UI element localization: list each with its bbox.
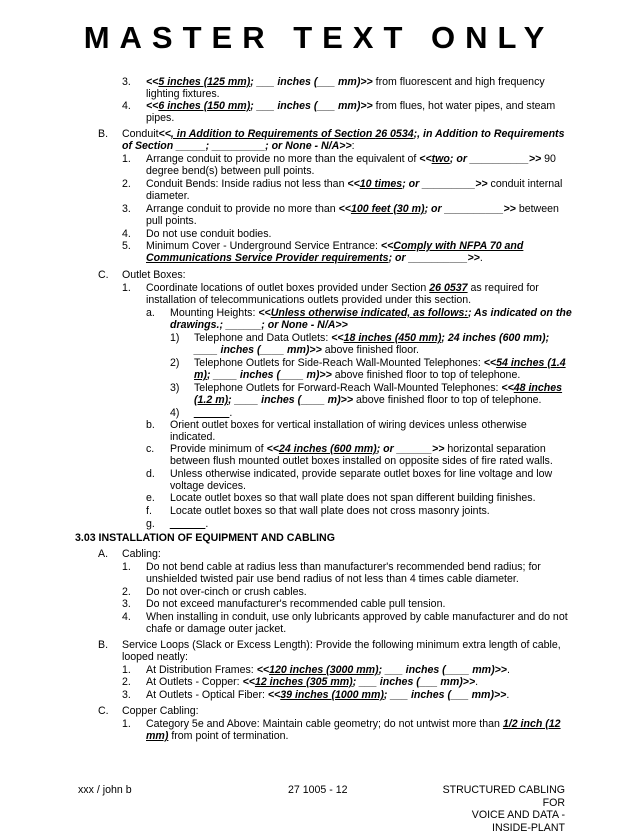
text-run: 1/2 inch (12 <box>503 718 561 730</box>
text-run: Arrange conduit to provide no more than <box>146 203 339 215</box>
text-run: ; As indicated on the <box>468 307 572 319</box>
text-line <box>146 505 152 517</box>
text-run: unshielded twisted pair use bend radius of not less than 4 times cable diameter. <box>146 573 519 585</box>
text-run: 6 inches (150 mm) <box>158 100 250 112</box>
text-run: Conduit Bends: Inside radius not less than <box>146 178 347 190</box>
text-line <box>146 468 155 480</box>
text-run: . <box>205 518 208 530</box>
text-run: ; or __________>> <box>450 153 541 165</box>
text-line <box>146 561 541 573</box>
text-run: Comply with NFPA 70 and <box>393 240 523 252</box>
text-line <box>122 561 131 573</box>
text-line <box>146 492 155 504</box>
text-run: 3. <box>122 689 131 701</box>
text-line <box>170 518 208 530</box>
text-run: : <box>352 140 355 152</box>
text-run: 24 inches (600 mm) <box>279 443 377 455</box>
text-run: a. <box>146 307 155 319</box>
text-run: << <box>243 676 255 688</box>
text-run: 4. <box>122 100 131 112</box>
text-run: << <box>146 100 158 112</box>
text-run: << <box>331 332 343 344</box>
text-line <box>146 611 568 623</box>
text-line <box>122 676 131 688</box>
text-line <box>146 203 559 215</box>
text-run: C. <box>98 705 109 717</box>
text-run: ; or ______>> <box>377 443 445 455</box>
text-line <box>194 394 541 406</box>
text-run: ______ <box>170 518 205 530</box>
text-run: 2. <box>122 586 131 598</box>
text-run: ; or __________>> <box>389 252 480 264</box>
page-title: MASTER TEXT ONLY <box>0 20 638 56</box>
text-run: << <box>501 382 513 394</box>
text-run: ;, in Addition to Requirements <box>414 128 565 140</box>
text-line <box>146 240 523 252</box>
text-run: 100 feet (30 m) <box>351 203 425 215</box>
text-run: Locate outlet boxes so that wall plate does not span different building finishes. <box>170 492 536 504</box>
text-run: 48 inches <box>514 382 562 394</box>
text-run: conduit internal <box>488 178 563 190</box>
text-line <box>146 153 556 165</box>
text-line <box>146 573 519 585</box>
text-run: Service Loops (Slack or Excess Length): Provide the following minimum extra length of cable, <box>122 639 561 651</box>
text-run: 2. <box>122 178 131 190</box>
text-run: ; or __________>> <box>425 203 516 215</box>
text-line <box>146 718 561 730</box>
footer-title-line: STRUCTURED CABLING FOR <box>420 784 565 809</box>
text-line <box>170 468 552 480</box>
text-run: 54 inches (1.4 <box>496 357 566 369</box>
text-run: 1. <box>122 153 131 165</box>
text-line <box>146 112 174 124</box>
text-run: above finished floor to top of telephone. <box>332 369 520 381</box>
text-run: << <box>381 240 393 252</box>
text-run: lighting fixtures. <box>146 88 220 100</box>
text-run: (1.2 m) <box>194 394 228 406</box>
text-line <box>146 165 314 177</box>
text-run: << <box>146 76 158 88</box>
text-run: . <box>229 407 232 419</box>
text-run: b. <box>146 419 155 431</box>
text-run: 1. <box>122 718 131 730</box>
text-run: . <box>480 252 483 264</box>
footer-title-line: INSIDE-PLANT <box>420 822 565 834</box>
text-run: 26 0537 <box>429 282 467 294</box>
text-run: e. <box>146 492 155 504</box>
text-line <box>98 128 108 140</box>
text-run: Communications Service Provider requirements <box>146 252 389 264</box>
text-run: Conduit <box>122 128 159 140</box>
text-run: Telephone and Data Outlets: <box>194 332 331 344</box>
text-line <box>170 455 553 467</box>
text-run: B. <box>98 128 108 140</box>
text-line <box>170 443 546 455</box>
text-run: Do not exceed manufacturer's recommended cable pull tension. <box>146 598 445 610</box>
text-line <box>146 178 562 190</box>
text-run: 90 <box>541 153 556 165</box>
text-line <box>122 664 131 676</box>
text-run: from point of termination. <box>168 730 288 742</box>
text-run: Do not over-cinch or crush cables. <box>146 586 307 598</box>
footer-author: xxx / john b <box>78 784 132 797</box>
text-line <box>170 492 536 504</box>
text-run: ____ inches (____ mm)>> <box>194 344 322 356</box>
text-run: of Section _____; _________; or None - N/A>> <box>122 140 352 152</box>
text-run: << <box>257 664 269 676</box>
text-line <box>146 228 271 240</box>
text-run: 3. <box>122 76 131 88</box>
text-line <box>194 369 520 381</box>
text-run: indicated. <box>170 431 215 443</box>
text-run: << <box>347 178 359 190</box>
text-line <box>146 190 190 202</box>
text-run: 1) <box>170 332 179 344</box>
text-run: Unless otherwise indicated, as follows: <box>271 307 468 319</box>
text-line <box>122 178 131 190</box>
text-line <box>146 689 509 701</box>
footer-section-title <box>420 784 565 834</box>
text-line <box>122 153 131 165</box>
footer-page-number: 27 1005 - 12 <box>288 784 348 797</box>
text-run: Minimum Cover - Underground Service Entrance: <box>146 240 381 252</box>
text-run: voltage devices. <box>170 480 246 492</box>
text-line <box>122 128 564 140</box>
section-heading-3-03: 3.03 INSTALLATION OF EQUIPMENT AND CABLING <box>75 532 335 544</box>
text-line <box>98 269 109 281</box>
text-run: diameter. <box>146 190 190 202</box>
text-run: << <box>159 128 171 140</box>
text-line <box>146 76 545 88</box>
text-line <box>122 586 131 598</box>
text-run: 2. <box>122 676 131 688</box>
text-run: 5. <box>122 240 131 252</box>
text-line <box>170 307 572 319</box>
text-run: ; ___ inches (___ mm)>> <box>384 689 506 701</box>
text-line <box>146 730 289 742</box>
text-line <box>122 705 199 717</box>
text-line <box>98 548 108 560</box>
text-run: << <box>267 443 279 455</box>
text-run: 4. <box>122 611 131 623</box>
text-line <box>122 203 131 215</box>
text-run: At Outlets - Copper: <box>146 676 243 688</box>
text-run: 2) <box>170 357 179 369</box>
text-line <box>170 382 179 394</box>
text-line <box>146 518 155 530</box>
text-line <box>194 407 232 419</box>
text-run: C. <box>98 269 109 281</box>
text-run: between <box>516 203 559 215</box>
text-run: 3) <box>170 382 179 394</box>
text-run: Copper Cabling: <box>122 705 199 717</box>
text-run: Category 5e and Above: Maintain cable geometry; do not untwist more than <box>146 718 503 730</box>
text-run: above finished floor. <box>322 344 419 356</box>
text-run: Do not use conduit bodies. <box>146 228 271 240</box>
text-run: g. <box>146 518 155 530</box>
text-run: 10 times <box>360 178 402 190</box>
text-run: B. <box>98 639 108 651</box>
text-run: 12 inches (305 mm) <box>255 676 353 688</box>
text-run: 1. <box>122 282 131 294</box>
text-line <box>122 76 131 88</box>
text-run: Arrange conduit to provide no more than the equivalent of <box>146 153 419 165</box>
text-run: Outlet Boxes: <box>122 269 186 281</box>
text-line <box>122 689 131 701</box>
text-run: Unless otherwise indicated, provide separate outlet boxes for line voltage and low <box>170 468 552 480</box>
text-run: c. <box>146 443 154 455</box>
text-line <box>170 407 179 419</box>
text-line <box>146 100 555 112</box>
text-run: looped neatly: <box>122 651 188 663</box>
text-line <box>122 548 161 560</box>
text-run: from fluorescent and high frequency <box>373 76 545 88</box>
text-run: Cabling: <box>122 548 161 560</box>
text-run: . <box>507 664 510 676</box>
text-run: pipes. <box>146 112 174 124</box>
text-line <box>170 332 179 344</box>
text-run: f. <box>146 505 152 517</box>
text-run: At Outlets - Optical Fiber: <box>146 689 268 701</box>
text-run: . <box>506 689 509 701</box>
text-run: d. <box>146 468 155 480</box>
text-line <box>122 611 131 623</box>
text-run: ; ___ inches (___ mm)>> <box>250 100 372 112</box>
text-run: 1. <box>122 664 131 676</box>
text-run: 39 inches (1000 mm) <box>280 689 384 701</box>
text-run: ; ____ inches (____ m)>> <box>228 394 353 406</box>
text-run: Provide minimum of <box>170 443 267 455</box>
text-line <box>146 88 220 100</box>
text-line <box>122 140 355 152</box>
text-line <box>170 319 348 331</box>
text-line <box>122 269 186 281</box>
text-line <box>194 382 562 394</box>
text-line <box>194 332 549 344</box>
text-line <box>122 651 188 663</box>
text-line <box>98 705 109 717</box>
text-run: Orient outlet boxes for vertical installation of wiring devices unless otherwise <box>170 419 527 431</box>
text-run: A. <box>98 548 108 560</box>
text-run: m) <box>194 369 207 381</box>
text-run: << <box>419 153 431 165</box>
text-line <box>146 676 478 688</box>
text-run: 4. <box>122 228 131 240</box>
text-line <box>170 357 179 369</box>
text-run: drawings.; ______; or None - N/A>> <box>170 319 348 331</box>
text-line <box>170 505 490 517</box>
text-line <box>146 623 286 635</box>
text-line <box>122 240 131 252</box>
text-run: << <box>268 689 280 701</box>
text-line <box>146 215 197 227</box>
text-line <box>170 419 527 431</box>
text-run: chafe or damage outer jacket. <box>146 623 286 635</box>
text-run: pull points. <box>146 215 197 227</box>
text-line <box>146 282 539 294</box>
text-line <box>146 586 307 598</box>
text-run: When installing in conduit, use only lubricants approved by cable manufacturer and do not <box>146 611 568 623</box>
text-run: ; ____ inches (____ m)>> <box>207 369 332 381</box>
text-run: 5 inches (125 mm) <box>158 76 250 88</box>
text-run: ; 24 inches (600 mm); <box>441 332 549 344</box>
text-line <box>146 419 155 431</box>
text-run: between flush mounted outlet boxes installed on opposite sides of fire rated walls. <box>170 455 553 467</box>
text-run: 26 0534 <box>375 128 413 140</box>
text-run: ; ___ inches (___ mm)>> <box>250 76 372 88</box>
text-line <box>146 294 471 306</box>
text-line <box>122 718 131 730</box>
footer-title-line: VOICE AND DATA - <box>420 809 565 822</box>
text-line <box>146 252 483 264</box>
text-run: 120 inches (3000 mm) <box>269 664 379 676</box>
text-run: << <box>339 203 351 215</box>
text-run: At Distribution Frames: <box>146 664 257 676</box>
text-run: Do not bend cable at radius less than manufacturer's recommended bend radius; for <box>146 561 541 573</box>
text-line <box>122 282 131 294</box>
text-run: 4) <box>170 407 179 419</box>
text-run: installation of telecommunications outlets provided under this section. <box>146 294 471 306</box>
text-run: degree bend(s) between pull points. <box>146 165 314 177</box>
text-run: Coordinate locations of outlet boxes provided under Section <box>146 282 429 294</box>
text-line <box>194 357 566 369</box>
text-line <box>122 598 131 610</box>
text-line <box>170 480 246 492</box>
text-line <box>170 431 215 443</box>
text-line <box>146 664 510 676</box>
text-run: Mounting Heights: <box>170 307 258 319</box>
text-run: mm) <box>146 730 168 742</box>
text-line <box>98 639 108 651</box>
text-line <box>122 228 131 240</box>
text-run: , in Addition to Requirements of Section <box>171 128 375 140</box>
text-run: horizontal separation <box>444 443 545 455</box>
text-line <box>146 598 445 610</box>
text-run: 3. <box>122 598 131 610</box>
text-run: Locate outlet boxes so that wall plate does not cross masonry joints. <box>170 505 490 517</box>
text-run: above finished floor to top of telephone. <box>353 394 541 406</box>
text-run: 1. <box>122 561 131 573</box>
text-run: two <box>432 153 450 165</box>
text-run: ______ <box>194 407 229 419</box>
text-run: Telephone Outlets for Side-Reach Wall-Mounted Telephones: <box>194 357 484 369</box>
text-run: << <box>484 357 496 369</box>
text-run: << <box>258 307 270 319</box>
text-line <box>122 639 561 651</box>
text-run: ; ___ inches (____ mm)>> <box>379 664 507 676</box>
text-line <box>194 344 419 356</box>
text-run: . <box>475 676 478 688</box>
text-run: as required for <box>468 282 539 294</box>
text-line <box>122 100 131 112</box>
text-line <box>146 307 155 319</box>
text-run: from flues, hot water pipes, and steam <box>373 100 556 112</box>
text-run: 3. <box>122 203 131 215</box>
text-run: Telephone Outlets for Forward-Reach Wall-Mounted Telephones: <box>194 382 501 394</box>
text-line <box>146 443 154 455</box>
text-run: 18 inches (450 mm) <box>344 332 442 344</box>
text-run: ; ___ inches (___ mm)>> <box>353 676 475 688</box>
text-run: ; or _________>> <box>402 178 487 190</box>
